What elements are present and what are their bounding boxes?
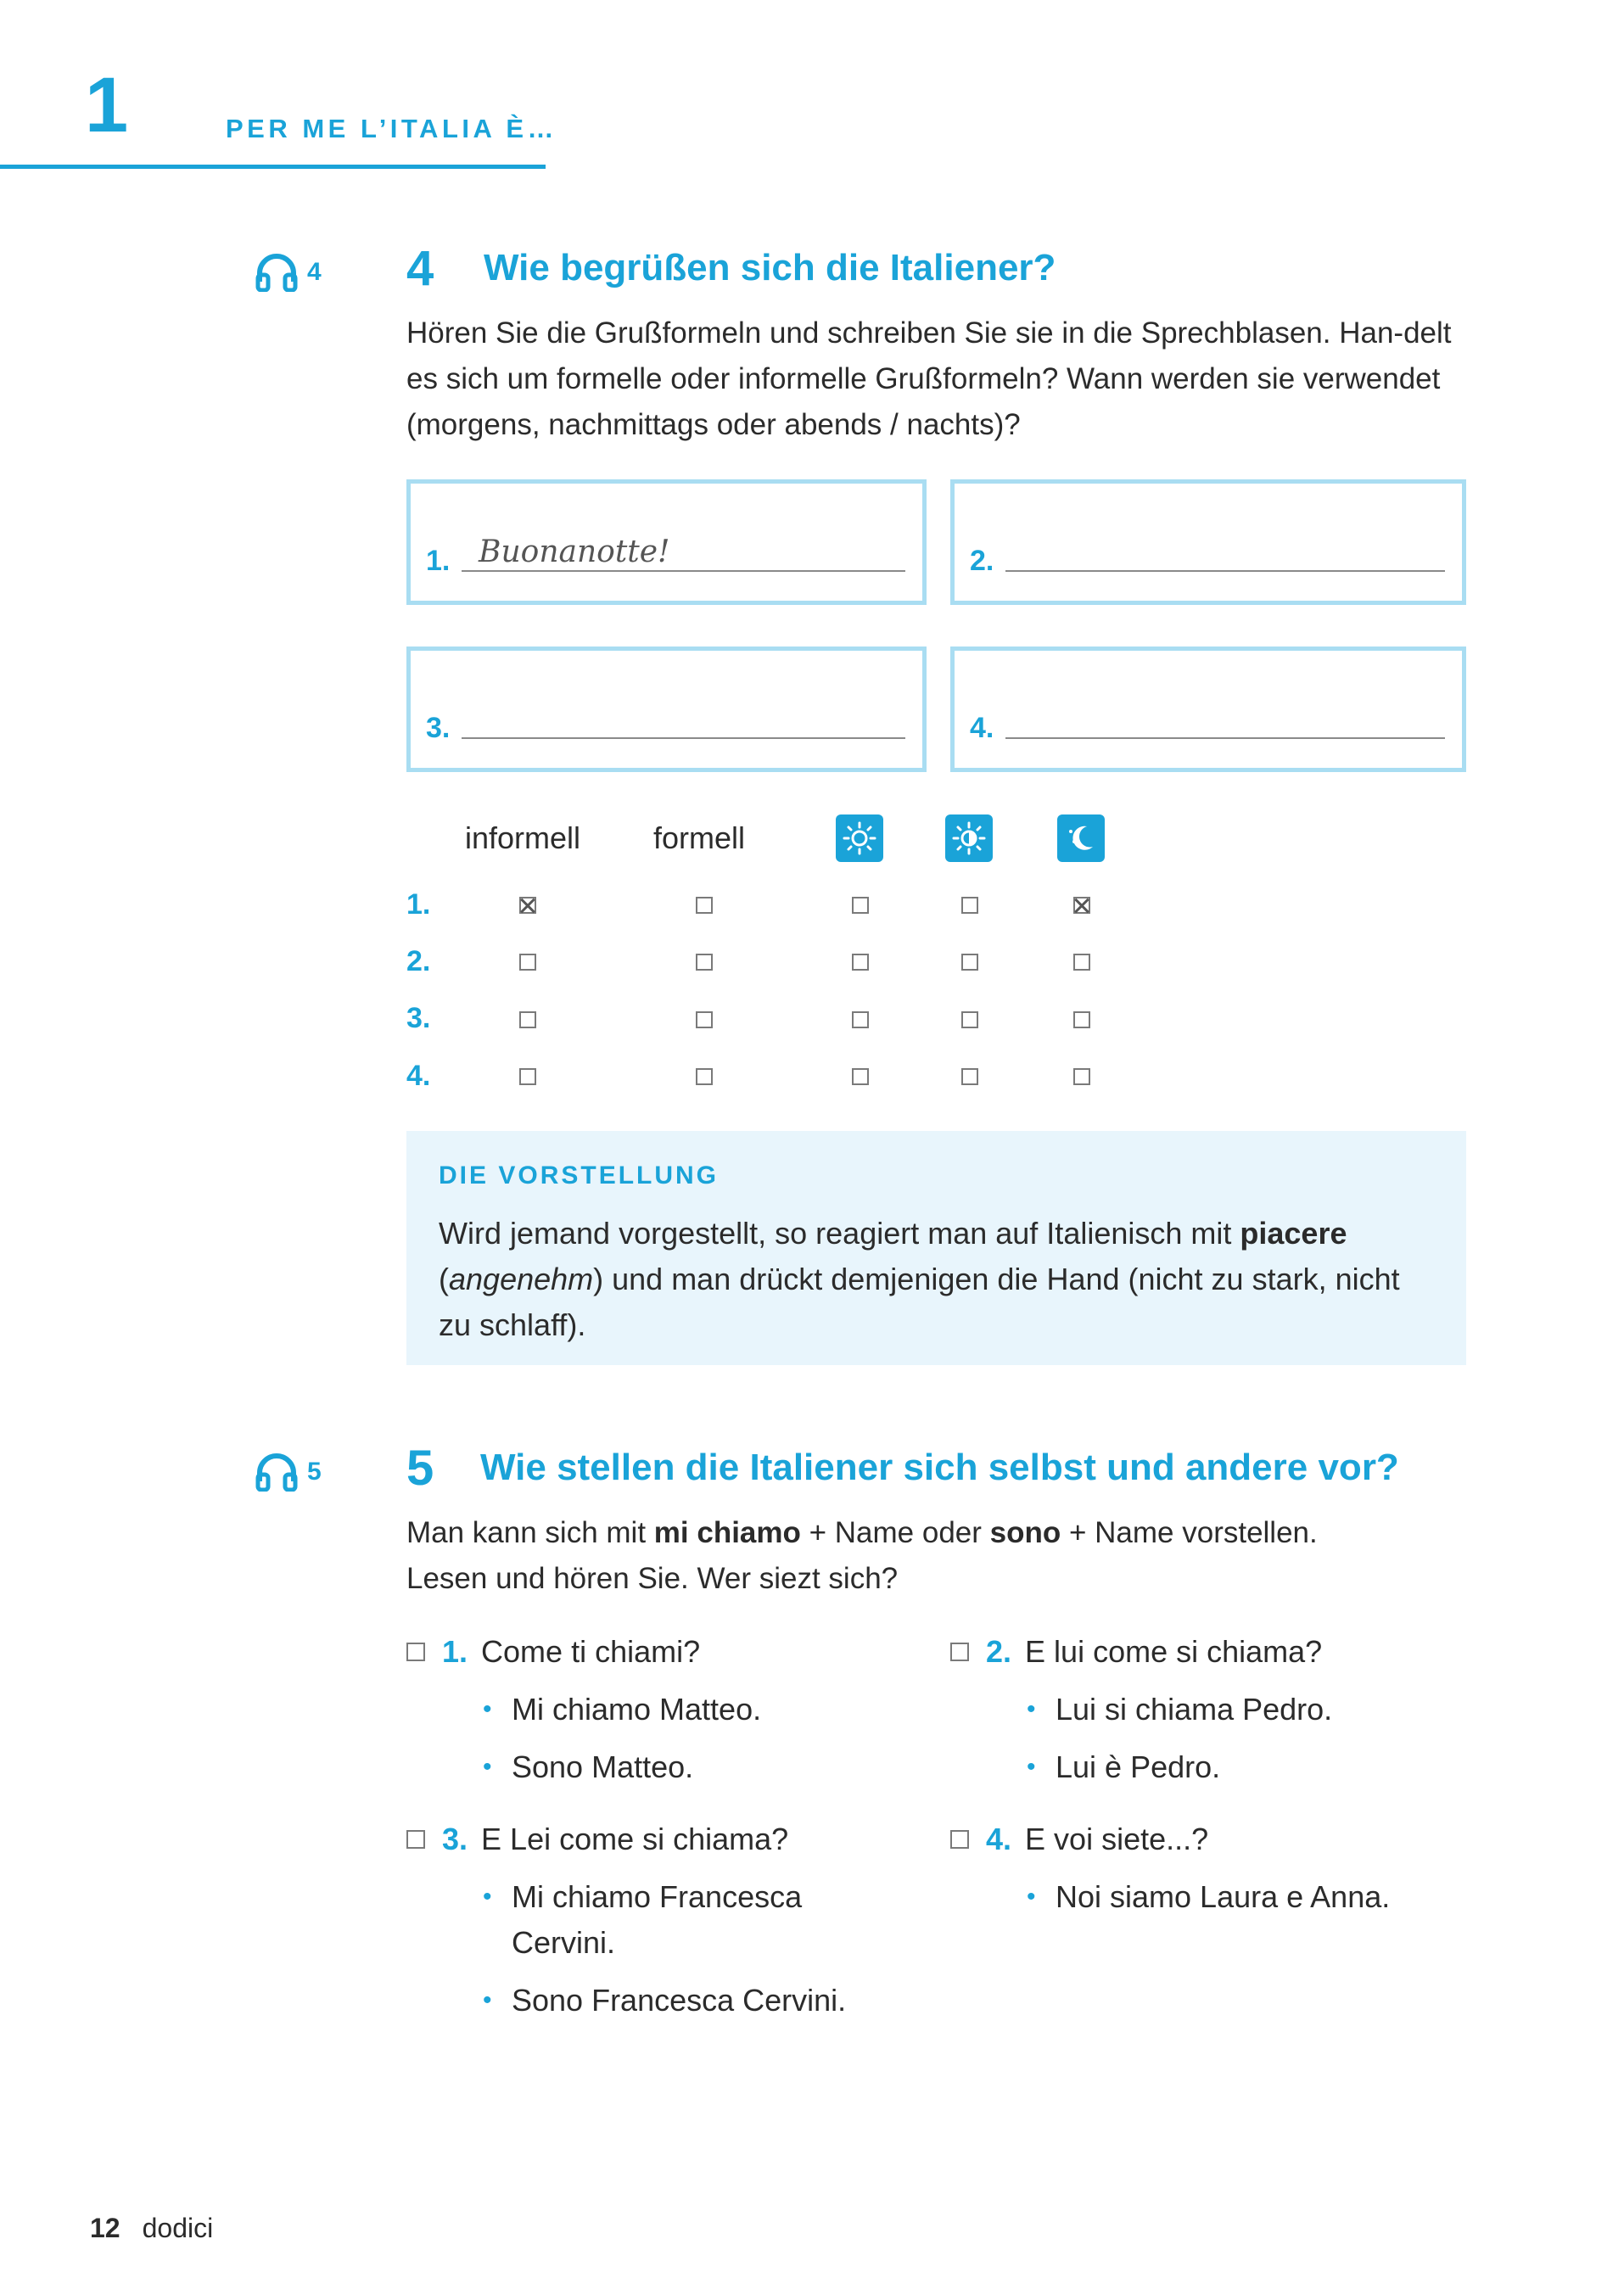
bullet-icon: •	[483, 1695, 492, 1723]
speech-bubble-2	[950, 479, 1466, 605]
dialog-answer: Noi siamo Laura e Anna.	[1056, 1879, 1391, 1914]
info-text-part: (	[439, 1262, 449, 1296]
table-checkbox[interactable]	[961, 954, 978, 971]
table-checkbox[interactable]	[519, 1068, 536, 1085]
info-text-part: ) und man drückt demjenigen die Hand (nicht zu stark, nicht zu schlaff).	[439, 1262, 1400, 1342]
dialog-answer: Lui si chiama Pedro.	[1056, 1692, 1333, 1727]
bullet-icon: •	[483, 1883, 492, 1911]
table-checkbox[interactable]	[1073, 1011, 1090, 1028]
speech-bubble-3	[406, 647, 927, 772]
intro-bold: sono	[989, 1516, 1061, 1549]
dialog-answer: Lui è Pedro.	[1056, 1749, 1221, 1784]
answer-line[interactable]	[1005, 570, 1445, 572]
row-label: 3.	[406, 1002, 431, 1034]
dialog-number: 4.	[986, 1822, 1012, 1856]
intro-part: + Name oder	[800, 1516, 990, 1549]
chapter-title: PER ME L’ITALIA È…	[226, 114, 558, 143]
table-checkbox[interactable]	[961, 1068, 978, 1085]
table-checkbox[interactable]	[961, 1011, 978, 1028]
dialog-number: 1.	[442, 1634, 468, 1669]
dialog-number: 2.	[986, 1634, 1012, 1669]
headphones-icon	[255, 253, 299, 292]
dialog-question: E voi siete...?	[1025, 1822, 1209, 1856]
column-formell: formell	[653, 820, 746, 855]
exercise-intro	[406, 1510, 1459, 1602]
dialog-question: Come ti chiami?	[481, 1634, 701, 1669]
half-sun-icon	[945, 814, 993, 862]
dialog-question: E lui come si chiama?	[1025, 1634, 1323, 1669]
table-checkbox[interactable]	[696, 954, 713, 971]
info-heading: DIE VORSTELLUNG	[439, 1161, 720, 1189]
column-informell: informell	[465, 820, 581, 855]
bubble-label: 4.	[970, 712, 994, 744]
bullet-icon: •	[483, 1986, 492, 2014]
exercise-title: Wie begrüßen sich die Italiener?	[484, 247, 1056, 288]
row-label: 2.	[406, 945, 431, 977]
row-label: 1.	[406, 888, 431, 921]
table-checkbox[interactable]	[696, 1011, 713, 1028]
audio-track-5[interactable]	[255, 1453, 322, 1492]
dialog-question: E Lei come si chiama?	[481, 1822, 789, 1856]
speech-bubble-1	[406, 479, 927, 605]
bullet-icon: •	[1027, 1883, 1036, 1911]
bullet-icon: •	[1027, 1695, 1036, 1723]
dialog-1	[406, 1629, 882, 1790]
intro-part: Man kann sich mit	[406, 1516, 654, 1549]
page-number: 12	[90, 2213, 120, 2243]
answer-line[interactable]	[462, 737, 905, 739]
row-label: 4.	[406, 1060, 431, 1092]
dialog-answer: Mi chiamo Francesca Cervini.	[512, 1879, 803, 1960]
bullet-icon: •	[483, 1753, 492, 1781]
dialog-answer: Mi chiamo Matteo.	[512, 1692, 762, 1727]
headphones-icon	[255, 1453, 299, 1492]
bubble-label: 3.	[426, 712, 451, 744]
table-checkbox[interactable]	[696, 1068, 713, 1085]
intro-part: + Name vorstellen.	[1061, 1516, 1318, 1549]
chapter-rule	[0, 165, 546, 169]
dialog-checkbox[interactable]	[950, 1643, 969, 1661]
exercise-number: 5	[406, 1441, 434, 1496]
table-checkbox[interactable]	[519, 954, 536, 971]
moon-stars-icon	[1057, 814, 1105, 862]
dialog-3	[406, 1816, 882, 2024]
bubble-label: 1.	[426, 545, 451, 577]
intro-part: Lesen und hören Sie. Wer siezt sich?	[406, 1562, 899, 1595]
table-checkbox[interactable]	[852, 954, 869, 971]
page-word: dodici	[142, 2213, 214, 2243]
page-footer	[90, 2213, 213, 2244]
dialog-checkbox[interactable]	[406, 1830, 425, 1849]
audio-track-4[interactable]	[255, 253, 322, 292]
intro-bold: mi chiamo	[653, 1516, 801, 1549]
chapter-number: 1	[85, 62, 129, 148]
bullet-icon: •	[1027, 1753, 1036, 1781]
info-text-bold: piacere	[1240, 1216, 1347, 1251]
dialog-4	[950, 1816, 1459, 1920]
answer-line[interactable]	[462, 570, 905, 572]
dialog-answer: Sono Francesca Cervini.	[512, 1983, 847, 2018]
track-number: 5	[307, 1458, 322, 1486]
track-number: 4	[307, 258, 322, 286]
dialog-number: 3.	[442, 1822, 468, 1856]
table-checkbox[interactable]	[1073, 1068, 1090, 1085]
info-text	[439, 1211, 1440, 1348]
info-text-italic: angenehm	[449, 1262, 594, 1296]
dialog-2	[950, 1629, 1459, 1790]
table-checkbox[interactable]	[696, 897, 713, 914]
bubble-answer: Buonanotte!	[479, 535, 670, 569]
dialog-answer: Sono Matteo.	[512, 1749, 694, 1784]
table-checkbox[interactable]	[961, 897, 978, 914]
table-checkbox[interactable]	[852, 1068, 869, 1085]
table-checkbox[interactable]	[852, 1011, 869, 1028]
info-box	[406, 1131, 1466, 1365]
table-checkbox[interactable]	[852, 897, 869, 914]
table-checkbox[interactable]	[519, 897, 536, 914]
table-checkbox[interactable]	[519, 1011, 536, 1028]
table-checkbox[interactable]	[1073, 954, 1090, 971]
exercise-instructions: Hören Sie die Grußformeln und schreiben Sie sie in die Sprechblasen. Han-delt es sich um formelle oder informelle Grußformeln? Wann werden sie verwendet (morgens, nachmittags oder abends / nachts)?	[406, 316, 1452, 441]
dialog-checkbox[interactable]	[950, 1830, 969, 1849]
answer-line[interactable]	[1005, 737, 1445, 739]
exercise-number: 4	[406, 241, 434, 296]
speech-bubble-4	[950, 647, 1466, 772]
exercise-title: Wie stellen die Italiener sich selbst und andere vor?	[480, 1447, 1399, 1488]
bubble-label: 2.	[970, 545, 994, 577]
dialog-checkbox[interactable]	[406, 1643, 425, 1661]
sun-icon	[836, 814, 883, 862]
info-text-part: Wird jemand vorgestellt, so reagiert man auf Italienisch mit	[439, 1216, 1240, 1251]
table-checkbox[interactable]	[1073, 897, 1090, 914]
